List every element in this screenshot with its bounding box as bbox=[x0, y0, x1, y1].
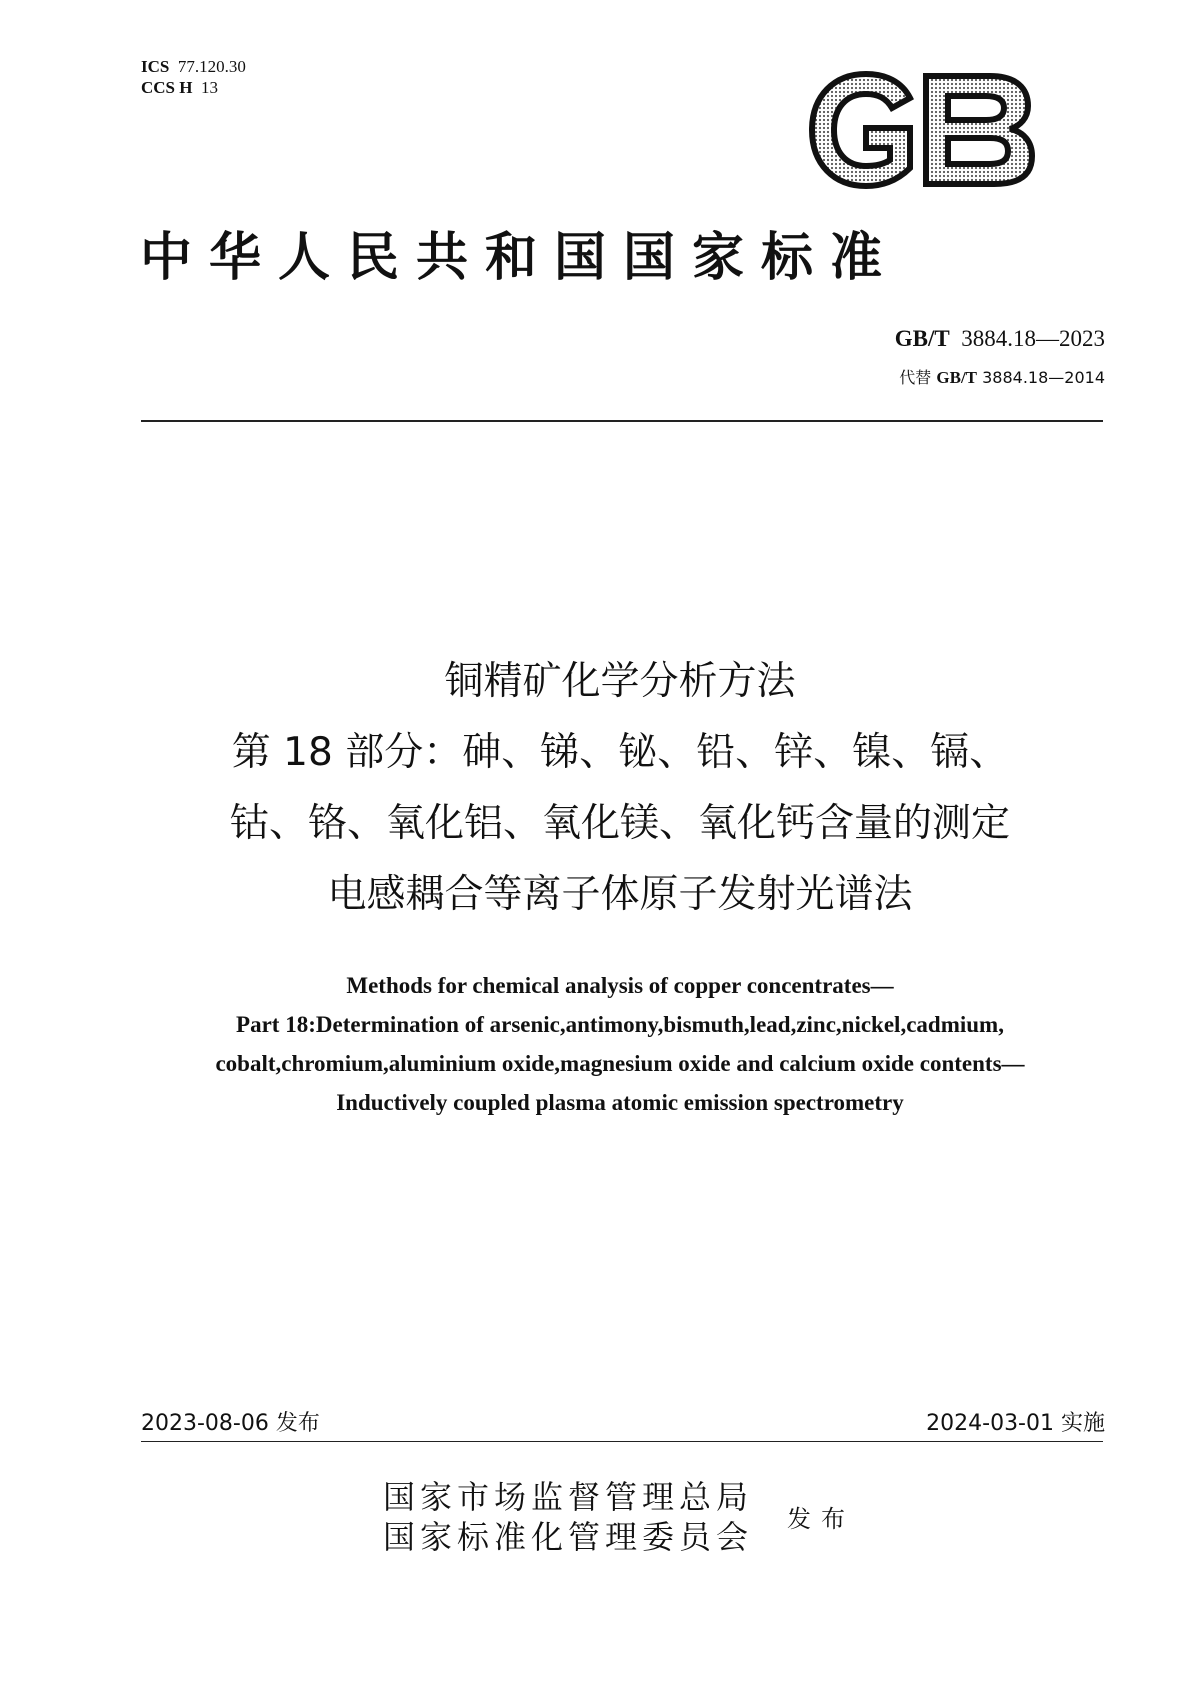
issuing-organizations bbox=[383, 1477, 753, 1557]
english-title-line: Part 18:Determination of arsenic,antimony,bismuth,lead,zinc,nickel,cadmium, bbox=[236, 1012, 1004, 1037]
chinese-title-line: 钴、铬、氧化铝、氧化镁、氧化钙含量的测定 bbox=[229, 801, 1010, 846]
gb-logo bbox=[806, 70, 1036, 190]
footer-divider bbox=[141, 1441, 1103, 1442]
publish-date: 2023-08-06 发布 bbox=[141, 1411, 320, 1436]
english-title bbox=[100, 966, 1140, 1122]
ccs-code: CCS H 13 bbox=[141, 78, 218, 97]
chinese-title bbox=[100, 646, 1140, 930]
national-standard-title: 中华人民共和国国家标准 bbox=[140, 227, 900, 288]
english-title-line: Methods for chemical analysis of copper concentrates— bbox=[346, 973, 894, 998]
classification-codes bbox=[141, 56, 246, 98]
chinese-title-line: 第 18 部分：砷、锑、铋、铅、锌、镍、镉、 bbox=[231, 730, 1009, 775]
standard-number: GB/T 3884.18—2023 bbox=[894, 326, 1105, 351]
chinese-title-line: 铜精矿化学分析方法 bbox=[444, 659, 796, 704]
header-divider bbox=[141, 420, 1103, 422]
replaces-standard: 代替 GB/T 3884.18—2014 bbox=[899, 368, 1105, 387]
implementation-date: 2024-03-01 实施 bbox=[926, 1411, 1105, 1436]
issue-label: 发布 bbox=[787, 1505, 855, 1533]
chinese-title-line: 电感耦合等离子体原子发射光谱法 bbox=[327, 872, 913, 917]
ics-code: ICS 77.120.30 bbox=[141, 57, 246, 76]
english-title-line: Inductively coupled plasma atomic emission spectrometry bbox=[336, 1090, 904, 1115]
issuer-sac: 国家标准化管理委员会 bbox=[383, 1518, 754, 1556]
issuer-samr: 国家市场监督管理总局 bbox=[383, 1478, 754, 1516]
gb-logo-icon bbox=[806, 70, 1036, 190]
english-title-line: cobalt,chromium,aluminium oxide,magnesium oxide and calcium oxide contents— bbox=[215, 1051, 1025, 1076]
